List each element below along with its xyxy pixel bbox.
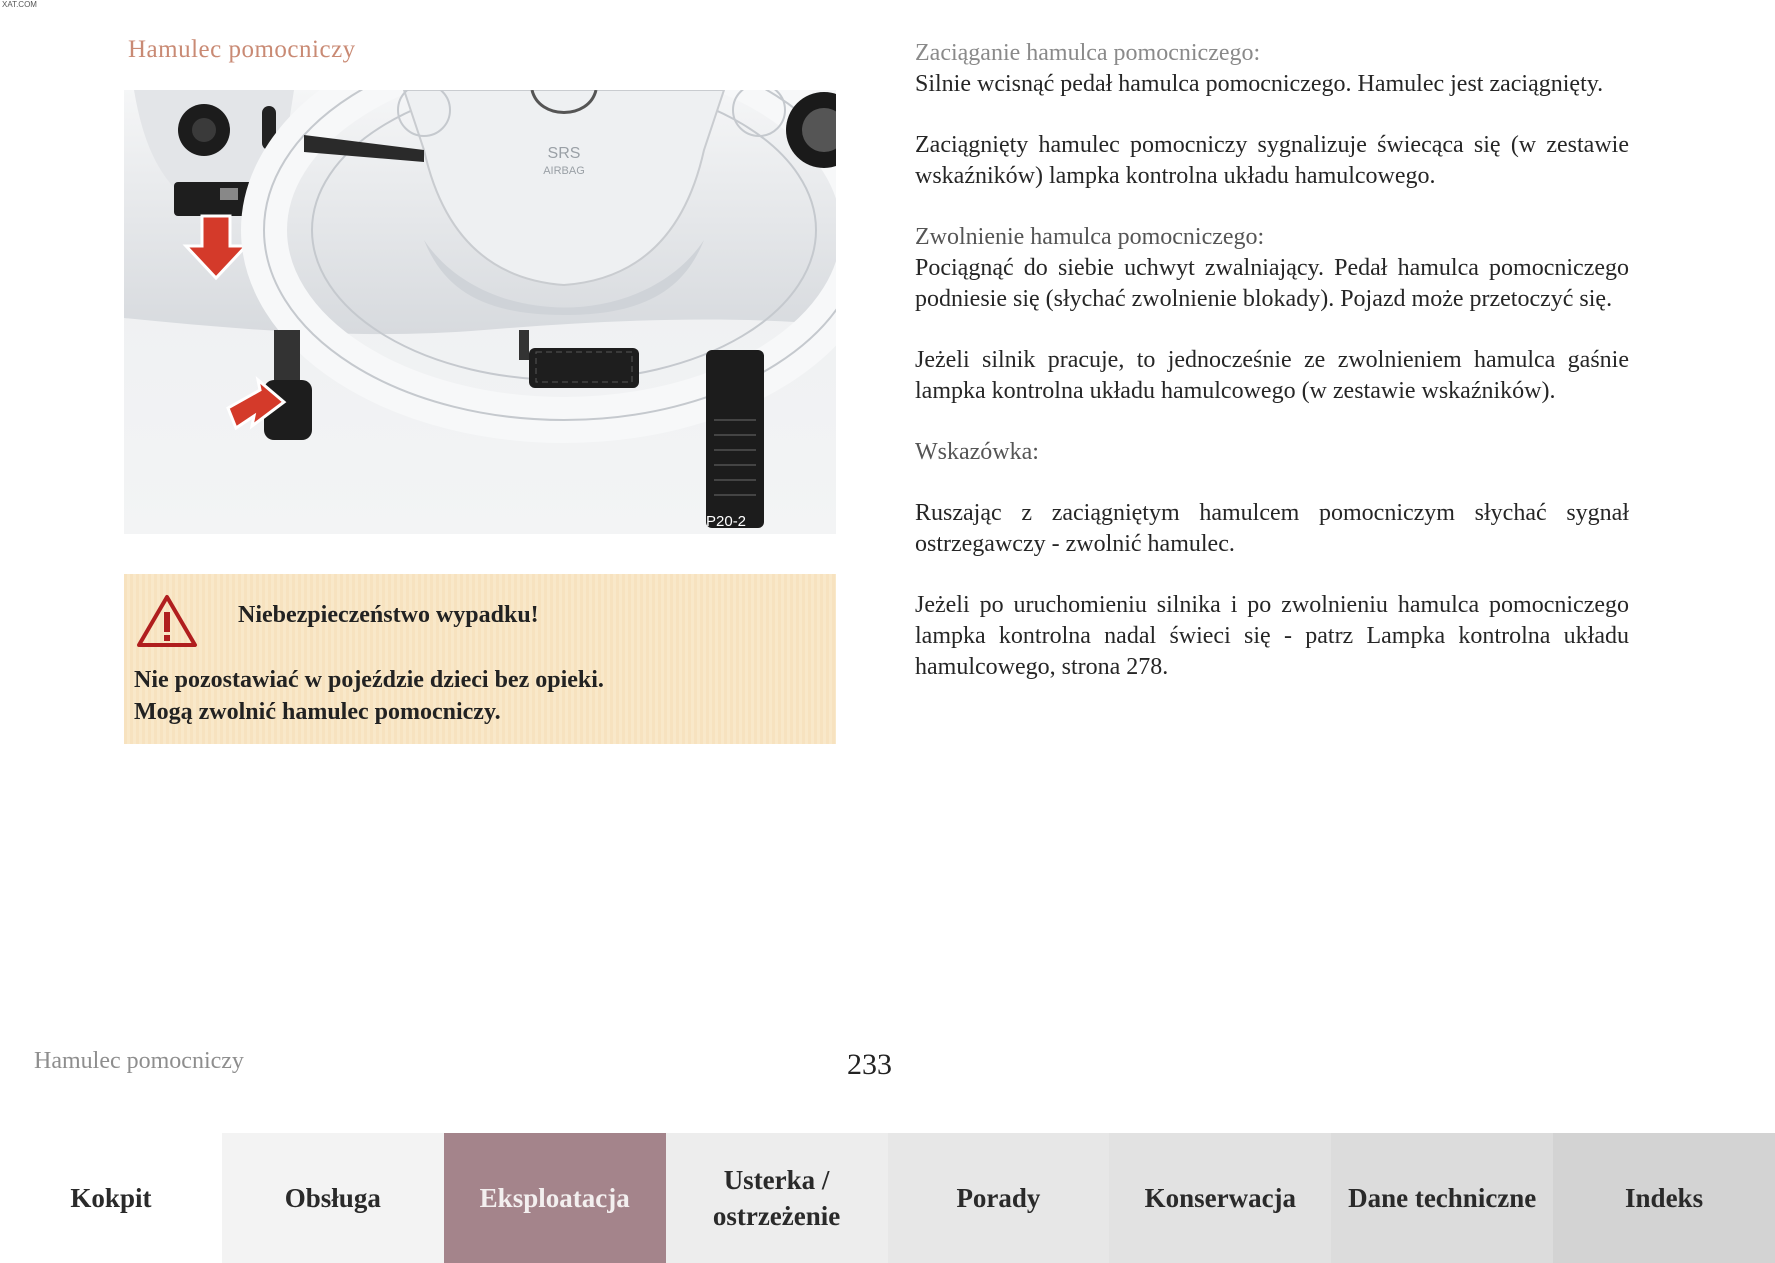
section-title: Hamulec pomocniczy <box>128 36 356 63</box>
warning-box <box>124 574 836 744</box>
tab-eksploatacja[interactable]: Eksploatacja <box>444 1133 666 1263</box>
release-heading: Zwolnienie hamulca pomocniczego: <box>915 224 1265 250</box>
footer-section-title: Hamulec pomocniczy <box>34 1048 244 1074</box>
warning-triangle-icon <box>136 594 198 648</box>
svg-text:SRS: SRS <box>547 145 581 162</box>
apply-heading: Zaciąganie hamulca pomocniczego: <box>915 40 1261 66</box>
warning-line: Mogą zwolnić hamulec pomocniczy. <box>134 699 501 725</box>
tab-indeks[interactable]: Indeks <box>1553 1133 1775 1263</box>
page-number: 233 <box>847 1048 892 1081</box>
final-paragraph: Jeżeli po uruchomieniu silnika i po zwolnieniu hamulca pomocniczego lampka kontrolna nadal świeci się - patrz Lampka kontrolna układu hamulcowego, strona 278. <box>915 592 1629 680</box>
apply-text: Silnie wcisnąć pedał hamulca pomocniczego. Hamulec jest zaciągnięty. <box>915 71 1604 97</box>
svg-text:AIRBAG: AIRBAG <box>543 165 585 177</box>
parking-brake-illustration <box>124 90 836 534</box>
tab-porady[interactable]: Porady <box>888 1133 1110 1263</box>
warning-text <box>134 664 824 728</box>
release-paragraph <box>915 222 1629 315</box>
chapter-navigation <box>0 1133 1775 1263</box>
illustration-code: P20-2 <box>706 513 747 530</box>
indicator-paragraph: Zaciągnięty hamulec pomocniczy sygnalizuje świecąca się (w zestawie wskaźników) lampka kontrolna układu hamulcowego. <box>915 132 1629 189</box>
warning-line: Nie pozostawiać w pojeździe dzieci bez opieki. <box>134 667 604 693</box>
note-paragraph: Ruszając z zaciągniętym hamulcem pomocniczym słychać sygnał ostrzegawczy - zwolnić hamulec. <box>915 500 1629 557</box>
apply-paragraph <box>915 38 1629 100</box>
tab-usterka-ostrzezenie[interactable]: Usterka / ostrzeżenie <box>666 1133 888 1263</box>
tab-konserwacja[interactable]: Konserwacja <box>1109 1133 1331 1263</box>
watermark: XAT.COM <box>2 0 37 9</box>
warning-title: Niebezpieczeństwo wypadku! <box>238 602 539 628</box>
note-heading: Wskazówka: <box>915 439 1039 465</box>
engine-paragraph: Jeżeli silnik pracuje, to jednocześnie ze zwolnieniem hamulca gaśnie lampka kontrolna układu hamulcowego (w zestawie wskaźników). <box>915 347 1629 404</box>
tab-kokpit[interactable]: Kokpit <box>0 1133 222 1263</box>
tab-obsluga[interactable]: Obsługa <box>222 1133 444 1263</box>
accelerator-pedal <box>706 350 764 528</box>
tab-dane-techniczne[interactable]: Dane techniczne <box>1331 1133 1553 1263</box>
instructions-column <box>915 38 1629 713</box>
release-text: Pociągnąć do siebie uchwyt zwalniający. Pedał hamulca pomocniczego podniesie się (słychać zwolnienie blokady). Pojazd może przetoczyć się. <box>915 255 1629 312</box>
